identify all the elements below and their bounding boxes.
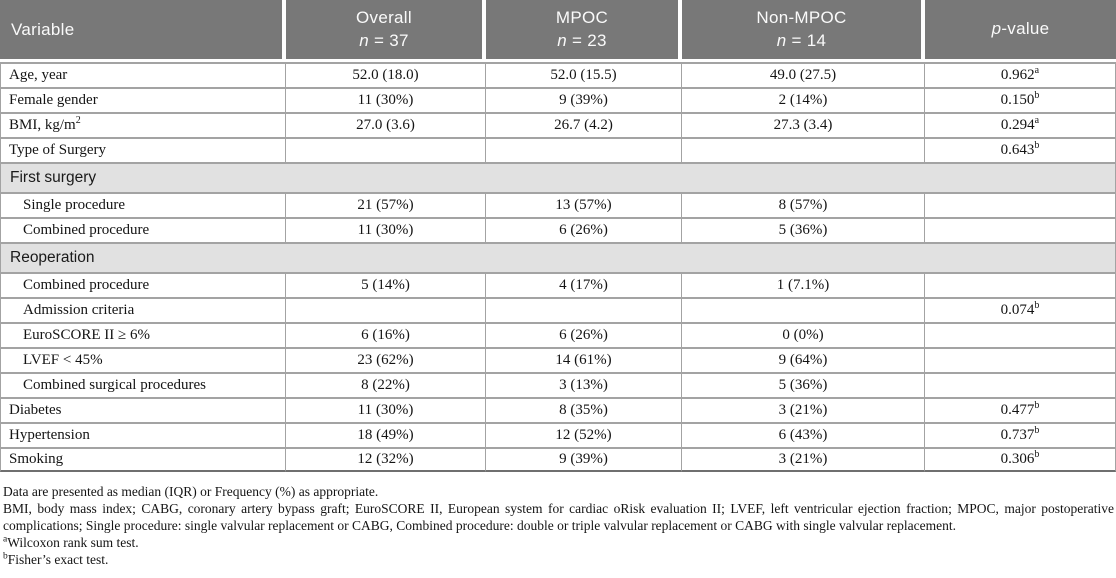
row-label-sup: 2: [75, 115, 81, 126]
header-variable-label: Variable: [11, 19, 75, 39]
value-cell: [682, 62, 925, 87]
header-overall-n: [286, 30, 482, 52]
pvalue-sup: b: [1034, 400, 1040, 411]
value-cell: [682, 87, 925, 112]
row-label: Combined procedure: [23, 222, 150, 238]
table-row: [0, 62, 1116, 87]
row-label-cell: [0, 192, 286, 217]
n-count: = 14: [786, 30, 827, 50]
footnote-abbreviations: [3, 500, 1114, 534]
row-label: Smoking: [9, 451, 64, 467]
row-label-cell: [0, 112, 286, 137]
column-header-variable: [0, 0, 286, 62]
cell-value: 4 (17%): [559, 277, 608, 293]
table-row: [0, 297, 1116, 322]
row-label: Age, year: [9, 67, 68, 83]
value-cell: [486, 372, 682, 397]
row-label-cell: [0, 372, 286, 397]
cell-value: 3 (13%): [559, 377, 608, 393]
section-label: Reoperation: [10, 249, 95, 267]
value-cell: [486, 347, 682, 372]
value-cell: [682, 217, 925, 242]
cell-value: 5 (36%): [778, 222, 828, 238]
value-cell: [286, 372, 486, 397]
value-cell: [486, 422, 682, 447]
footnote-fisher: [3, 551, 1114, 568]
section-label: First surgery: [10, 169, 97, 187]
p-italic: p: [991, 19, 1002, 39]
value-cell: [286, 347, 486, 372]
pvalue-sup: b: [1034, 140, 1040, 151]
value-cell: [682, 447, 925, 472]
pvalue: 0.962: [1000, 67, 1035, 83]
value-cell: [486, 192, 682, 217]
row-label-cell: [0, 422, 286, 447]
cell-value: 9 (64%): [778, 352, 828, 368]
row-label: Diabetes: [9, 402, 62, 418]
cell-value: 3 (21%): [778, 402, 828, 418]
row-label: Hypertension: [9, 427, 90, 443]
cell-value: 27.0 (3.6): [356, 117, 415, 133]
pvalue-sup: a: [1034, 115, 1040, 126]
column-header-pvalue: [925, 0, 1116, 62]
table-row: [0, 137, 1116, 162]
cell-value: 1 (7.1%): [776, 277, 830, 293]
cell-value: 9 (39%): [559, 92, 608, 108]
cell-value: 6 (26%): [559, 327, 608, 343]
p-rest: -value: [1001, 19, 1050, 39]
value-cell: [486, 397, 682, 422]
row-label: BMI, kg/m: [9, 117, 76, 133]
pvalue-cell: [925, 422, 1116, 447]
footnote-text: BMI, body mass index; CABG, coronary artery bypass graft; EuroSCORE II, European system for cardiac oRisk evaluation II; LVEF, left ventricular ejection fraction; MPOC, major postoperative complications; Single procedure: single valvular replacement or CABG, Combined procedure: double or triple valvular replacement or CABG with single valvular replacement.: [3, 501, 1114, 533]
pvalue-cell: [925, 272, 1116, 297]
cell-value: 23 (62%): [357, 352, 414, 368]
cell-value: 9 (39%): [559, 451, 608, 467]
cell-value: 6 (43%): [778, 427, 828, 443]
value-cell: [286, 447, 486, 472]
value-cell: [682, 297, 925, 322]
value-cell: [286, 297, 486, 322]
cell-value: 8 (35%): [559, 402, 608, 418]
table-row: [0, 397, 1116, 422]
pvalue: 0.294: [1000, 117, 1035, 133]
cell-value: 52.0 (15.5): [550, 67, 617, 83]
pvalue-sup: b: [1034, 90, 1040, 101]
footnotes: [0, 483, 1116, 568]
row-label: Female gender: [9, 92, 98, 108]
table-row: [0, 372, 1116, 397]
row-label-cell: [0, 137, 286, 162]
table-row: [0, 87, 1116, 112]
n-italic: n: [776, 30, 787, 50]
value-cell: [286, 322, 486, 347]
section-header: [0, 242, 1116, 272]
cell-value: 6 (16%): [361, 327, 410, 343]
row-label-cell: [0, 62, 286, 87]
n-count: = 37: [368, 30, 409, 50]
cell-value: 11 (30%): [357, 92, 414, 108]
cell-value: 27.3 (3.4): [773, 117, 833, 133]
pvalue-cell: [925, 112, 1116, 137]
footnote-data-presentation: [3, 483, 1114, 500]
header-mpoc-title: MPOC: [555, 8, 609, 28]
column-header-non-mpoc: [682, 0, 925, 62]
pvalue-sup: a: [1034, 65, 1040, 76]
header-non-mpoc-title: Non-MPOC: [756, 8, 847, 28]
row-label: Single procedure: [23, 197, 126, 213]
value-cell: [286, 422, 486, 447]
cell-value: 3 (21%): [778, 451, 828, 467]
pvalue-cell: [925, 192, 1116, 217]
header-row: [0, 0, 1116, 62]
value-cell: [286, 62, 486, 87]
row-label-cell: [0, 272, 286, 297]
footnote-text: Fisher’s exact test.: [7, 552, 109, 567]
footnote-sup-a: a: [3, 534, 8, 545]
pvalue-cell: [925, 137, 1116, 162]
value-cell: [486, 447, 682, 472]
pvalue-cell: [925, 347, 1116, 372]
footnote-sup-b: b: [3, 551, 8, 562]
cell-value: 0 (0%): [782, 327, 824, 343]
row-label-cell: [0, 397, 286, 422]
cell-value: 8 (57%): [778, 197, 828, 213]
row-label-cell: [0, 322, 286, 347]
column-header-mpoc: [486, 0, 682, 62]
value-cell: [286, 192, 486, 217]
cell-value: 26.7 (4.2): [554, 117, 613, 133]
table-row: [0, 447, 1116, 472]
table-row: [0, 192, 1116, 217]
section-row: [0, 162, 1116, 192]
value-cell: [486, 112, 682, 137]
cell-value: 14 (61%): [555, 352, 612, 368]
row-label: EuroSCORE II ≥ 6%: [23, 327, 150, 343]
value-cell: [286, 397, 486, 422]
cell-value: 2 (14%): [778, 92, 828, 108]
table-row: [0, 422, 1116, 447]
table-row: [0, 217, 1116, 242]
cell-value: 12 (32%): [357, 451, 414, 467]
cell-value: 5 (14%): [361, 277, 410, 293]
row-label: Type of Surgery: [9, 142, 106, 158]
pvalue-sup: b: [1034, 300, 1040, 311]
header-non-mpoc-n: [682, 30, 921, 52]
footnote-wilcoxon: [3, 534, 1114, 551]
pvalue-cell: [925, 447, 1116, 472]
value-cell: [682, 397, 925, 422]
pvalue: 0.477: [1000, 402, 1035, 418]
row-label-cell: [0, 447, 286, 472]
row-label-cell: [0, 87, 286, 112]
pvalue-cell: [925, 62, 1116, 87]
pvalue: 0.643: [1000, 142, 1035, 158]
value-cell: [682, 272, 925, 297]
pvalue: 0.150: [1000, 92, 1035, 108]
value-cell: [682, 322, 925, 347]
row-label: LVEF < 45%: [23, 352, 103, 368]
row-label-cell: [0, 217, 286, 242]
n-italic: n: [557, 30, 567, 50]
value-cell: [286, 137, 486, 162]
table-row: [0, 347, 1116, 372]
cell-value: 12 (52%): [555, 427, 612, 443]
pvalue-sup: b: [1034, 449, 1040, 460]
pvalue-cell: [925, 217, 1116, 242]
footnote-text: Wilcoxon rank sum test.: [7, 535, 139, 550]
value-cell: [486, 322, 682, 347]
row-label: Combined surgical procedures: [23, 377, 207, 393]
value-cell: [682, 347, 925, 372]
value-cell: [286, 112, 486, 137]
value-cell: [486, 272, 682, 297]
pvalue-cell: [925, 297, 1116, 322]
section-header: [0, 162, 1116, 192]
pvalue: 0.737: [1000, 427, 1035, 443]
row-label: Combined procedure: [23, 277, 150, 293]
pvalue: 0.306: [1000, 451, 1035, 467]
value-cell: [486, 217, 682, 242]
value-cell: [486, 62, 682, 87]
cell-value: 5 (36%): [778, 377, 828, 393]
table-row: [0, 272, 1116, 297]
n-italic: n: [359, 30, 369, 50]
pvalue-cell: [925, 322, 1116, 347]
value-cell: [682, 422, 925, 447]
cell-value: 18 (49%): [357, 427, 414, 443]
pvalue-cell: [925, 397, 1116, 422]
cell-value: 13 (57%): [555, 197, 612, 213]
cell-value: 6 (26%): [559, 222, 608, 238]
n-count: = 23: [566, 30, 607, 50]
cell-value: 21 (57%): [357, 197, 414, 213]
footnote-text: Data are presented as median (IQR) or Frequency (%) as appropriate.: [3, 484, 379, 499]
header-overall-title: Overall: [356, 8, 412, 28]
value-cell: [286, 87, 486, 112]
header-mpoc-n: [486, 30, 678, 52]
value-cell: [682, 372, 925, 397]
cell-value: 8 (22%): [361, 377, 410, 393]
value-cell: [486, 297, 682, 322]
value-cell: [286, 217, 486, 242]
row-label-cell: [0, 347, 286, 372]
column-header-overall: [286, 0, 486, 62]
row-label: Admission criteria: [23, 302, 135, 318]
value-cell: [486, 137, 682, 162]
row-label-cell: [0, 297, 286, 322]
table-row: [0, 112, 1116, 137]
cell-value: 52.0 (18.0): [352, 67, 419, 83]
table-row: [0, 322, 1116, 347]
cell-value: 49.0 (27.5): [769, 67, 837, 83]
value-cell: [682, 137, 925, 162]
section-row: [0, 242, 1116, 272]
pvalue-sup: b: [1034, 425, 1040, 436]
header-pvalue-label: [925, 18, 1116, 40]
cell-value: 11 (30%): [357, 222, 414, 238]
pvalue: 0.074: [1000, 302, 1035, 318]
pvalue-cell: [925, 87, 1116, 112]
value-cell: [682, 112, 925, 137]
cell-value: 11 (30%): [357, 402, 414, 418]
pvalue-cell: [925, 372, 1116, 397]
value-cell: [486, 87, 682, 112]
value-cell: [286, 272, 486, 297]
value-cell: [682, 192, 925, 217]
